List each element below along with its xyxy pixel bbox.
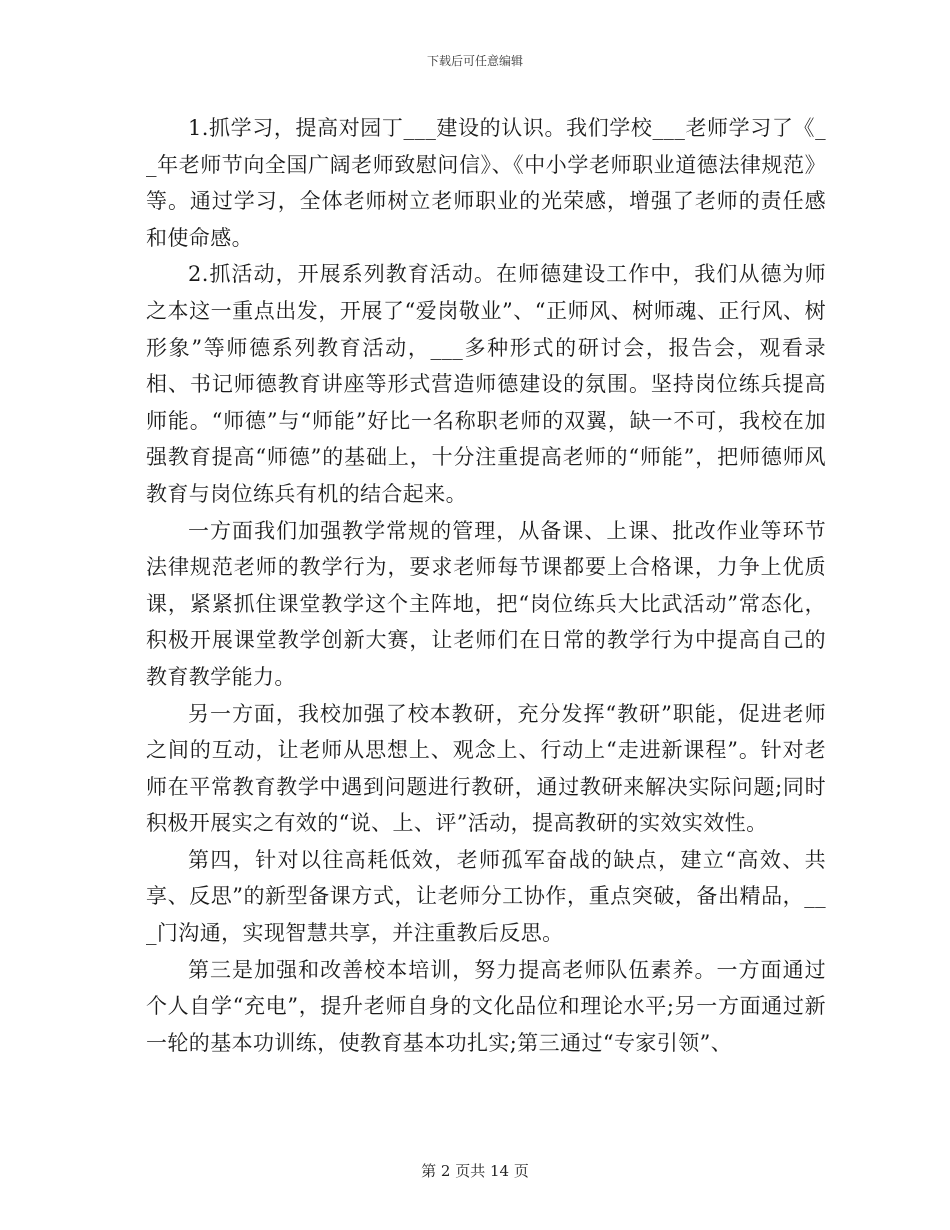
paragraph-school-research: 另一方面，我校加强了校本教研，充分发挥“教研”职能，促进老师之间的互动，让老师从思想上、观念上、行动上“走进新课程”。针对老师在平常教育教学中遇到问题进行教研，通过教研来解决实际问题;同时积极开展实之有效的“说、上、评”活动，提高教研的实效实效性。 (146, 701, 826, 836)
paragraph-study: 1.抓学习，提高对园丁___建设的认识。我们学校___老师学习了《__年老师节向全国广阔老师致慰问信》、《中小学老师职业道德法律规范》等。通过学习，全体老师树立老师职业的光荣感，增强了老师的责任感和使命感。 (146, 116, 826, 250)
page-footer: 第 2 页共 14 页 (421, 1162, 529, 1180)
paragraph-teaching-routine: 一方面我们加强教学常规的管理，从备课、上课、批改作业等环节法律规范老师的教学行为，要求老师每节课都要上合格课，力争上优质课，紧紧抓住课堂教学这个主阵地，把“岗位练兵大比武活动”常态化，积极开展课堂教学创新大赛，让老师们在日常的教学行为中提高自己的教育教学能力。 (146, 518, 826, 689)
paragraph-activities: 2.抓活动，开展系列教育活动。在师德建设工作中，我们从德为师之本这一重点出发，开展了“爱岗敬业”、“正师风、树师魂、正行风、树形象”等师德系列教育活动，___多种形式的研讨会，报告会，观看录相、书记师德教育讲座等形式营造师德建设的氛围。坚持岗位练兵提高师能。“师德”与“师能”好比一名称职老师的双翼，缺一不可，我校在加强教育提高“师德”的基础上，十分注重提高老师的“师能”，把师德师风教育与岗位练兵有机的结合起来。 (146, 262, 826, 506)
document-body (146, 110, 826, 1061)
page-header: 下载后可任意编辑 (426, 54, 523, 68)
paragraph-lesson-prep: 第四，针对以往高耗低效，老师孤军奋战的缺点，建立“高效、共享、反思”的新型备课方式，让老师分工协作，重点突破，备出精品，___门沟通，实现智慧共享，并注重教后反思。 (146, 847, 826, 946)
paragraph-school-training: 第三是加强和改善校本培训，努力提高老师队伍素养。一方面通过个人自学“充电”，提升老师自身的文化品位和理论水平;另一方面通过新一轮的基本功训练，使教育基本功扎实;第三通过“专家引领”、 (146, 957, 826, 1055)
